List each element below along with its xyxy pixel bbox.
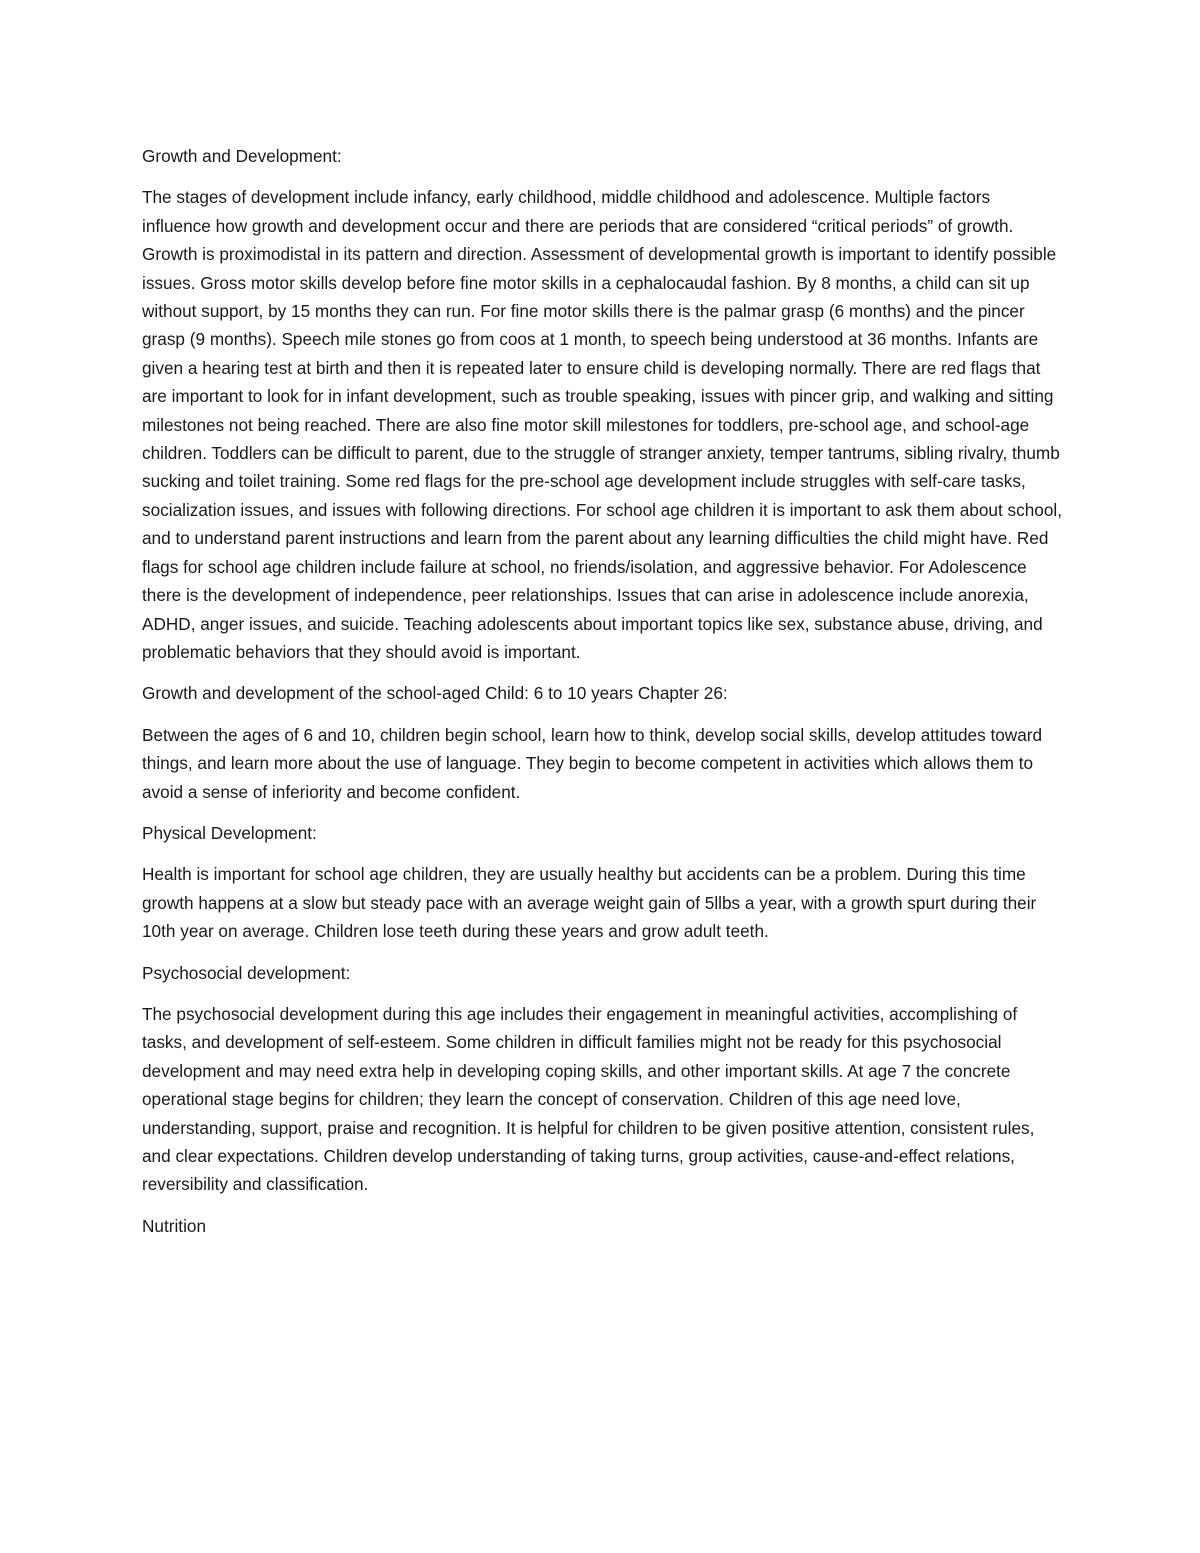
section-heading-psychosocial-development: Psychosocial development:	[142, 962, 351, 983]
section-paragraph-physical-development: Health is important for school age children, they are usually healthy but accidents can be a problem. During this time growth happens at a slow but steady pace with an average weight gain of 5llbs a year, with a growth spurt during their 10th year on average. Children lose teeth during these years and grow adult teeth.	[142, 864, 1037, 942]
section-heading-school-aged-child: Growth and development of the school-aged Child: 6 to 10 years Chapter 26:	[142, 683, 728, 704]
section-heading-nutrition: Nutrition	[142, 1215, 206, 1236]
section-heading-growth-development: Growth and Development:	[142, 146, 342, 166]
section-paragraph-psychosocial-development: The psychosocial development during this age includes their engagement in meaningful activities, accomplishing of tasks, and development of self-esteem. Some children in difficult families might not be ready for this psychosocial development and may need extra help in developing coping skills, and other important skills. At age 7 the concrete operational stage begins for children; they learn the concept of conservation. Children of this age need love, understanding, support, praise and recognition. It is helpful for children to be given positive attention, consistent rules, and clear expectations. Children develop understanding of taking turns, group activities, cause-and-effect relations, reversibility and classification.	[142, 1003, 1035, 1195]
document-body	[142, 142, 1062, 1253]
section-paragraph-growth-development: The stages of development include infancy, early childhood, middle childhood and adolescence. Multiple factors influence how growth and development occur and there are periods that are considered “critical periods” of growth. Growth is proximodistal in its pattern and direction. Assessment of developmental growth is important to identify possible issues. Gross motor skills develop before fine motor skills in a cephalocaudal fashion. By 8 months, a child can sit up without support, by 15 months they can run. For fine motor skills there is the palmar grasp (6 months) and the pincer grasp (9 months). Speech mile stones go from coos at 1 month, to speech being understood at 36 months. Infants are given a hearing test at birth and then it is repeated later to ensure child is developing normally. There are red flags that are important to look for in infant development, such as trouble speaking, issues with pincer grip, and walking and sitting milestones not being reached. There are also fine motor skill milestones for toddlers, pre-school age, and school-age children. Toddlers can be difficult to parent, due to the struggle of stranger anxiety, temper tantrums, sibling rivalry, thumb sucking and toilet training. Some red flags for the pre-school age development include struggles with self-care tasks, socialization issues, and issues with following directions. For school age children it is important to ask them about school, and to understand parent instructions and learn from the parent about any learning difficulties the child might have. Red flags for school age children include failure at school, no friends/isolation, and aggressive behavior. For Adolescence there is the development of independence, peer relationships. Issues that can arise in adolescence include anorexia, ADHD, anger issues, and suicide. Teaching adolescents about important topics like sex, substance abuse, driving, and problematic behaviors that they should avoid is important.	[142, 187, 1062, 662]
section-heading-physical-development: Physical Development:	[142, 822, 317, 843]
section-paragraph-school-aged-child: Between the ages of 6 and 10, children begin school, learn how to think, develop social skills, develop attitudes toward things, and learn more about the use of language. They begin to become competent in activities which allows them to avoid a sense of inferiority and become confident.	[142, 724, 1043, 802]
